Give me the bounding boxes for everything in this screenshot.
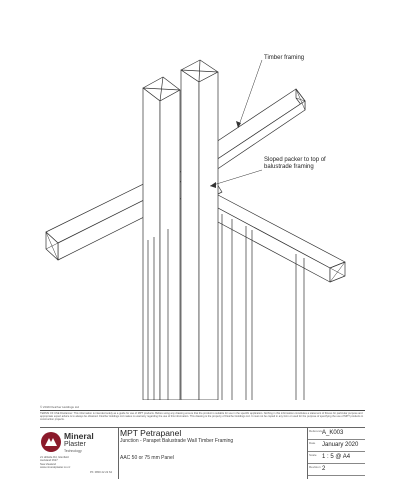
left-post-side bbox=[160, 90, 180, 400]
divider bbox=[118, 428, 119, 479]
meta-value: 2 bbox=[322, 466, 326, 472]
company-logo bbox=[40, 428, 118, 479]
project-title: MPT Petrapanel bbox=[120, 428, 182, 438]
meta-label: Reference bbox=[309, 429, 323, 433]
logo-tech: Technology bbox=[64, 449, 82, 453]
callout-sloped-packer-2: balustrade framing bbox=[264, 164, 314, 170]
meta-scale bbox=[308, 452, 365, 464]
logo-sub: Plaster bbox=[64, 441, 86, 448]
drawing-subtitle: Junction - Parapet Balustrade Wall Timber Framing bbox=[120, 438, 234, 444]
copyright: © 2019 Fletcher Holdings Ltd bbox=[40, 405, 79, 409]
meta-value: January 2020 bbox=[322, 442, 359, 448]
meta-value: A_K003 bbox=[322, 430, 344, 436]
left-post-front bbox=[143, 88, 160, 400]
logo-name: Mineral bbox=[64, 431, 94, 441]
callout-sloped-packer-1: Sloped packer to top of bbox=[264, 157, 326, 163]
meta-label: Scale bbox=[309, 453, 317, 457]
meta-label: Revision bbox=[309, 465, 321, 469]
title-block bbox=[40, 410, 365, 479]
meta-label: Date bbox=[309, 441, 316, 445]
meta-date bbox=[308, 440, 365, 452]
right-post-front bbox=[181, 70, 199, 400]
disclaimer-text: TERMS OF USE Disclaimer: This information is intended solely as a guide for use of MPT products. Before using any drawing ensure that the product is suitable for use in the specific application. Nothing in this information constitutes a statement of fitness for particular purpose and appropriate expert advice is to always be obtained. Fletcher Holdings Ltd makes no warranty regarding the use of this information. This drawing is the property of Fletcher Holdings Ltd. It must not be copied in any form or used for the purpose of specifying the use of MPT products in construction projects. bbox=[40, 412, 364, 422]
rear-timber-member bbox=[207, 89, 305, 160]
callout-timber-framing: Timber framing bbox=[264, 55, 305, 61]
panel-spec: AAC 50 or 75 mm Panel bbox=[120, 455, 174, 461]
right-rail-top bbox=[203, 195, 345, 268]
company-address: 21 Hillside Rd, Glenfield Auckland 0627 New Zealand www.mineralplaster.co.nz bbox=[40, 456, 71, 469]
meta-reference bbox=[308, 428, 365, 440]
meta-value: 1 : 5 @ A4 bbox=[322, 454, 351, 460]
company-phone: Ph: 0800 22 22 64 bbox=[90, 471, 112, 474]
logo-mark-icon bbox=[40, 431, 62, 453]
meta-revision bbox=[308, 464, 365, 476]
right-post-side bbox=[199, 72, 218, 400]
